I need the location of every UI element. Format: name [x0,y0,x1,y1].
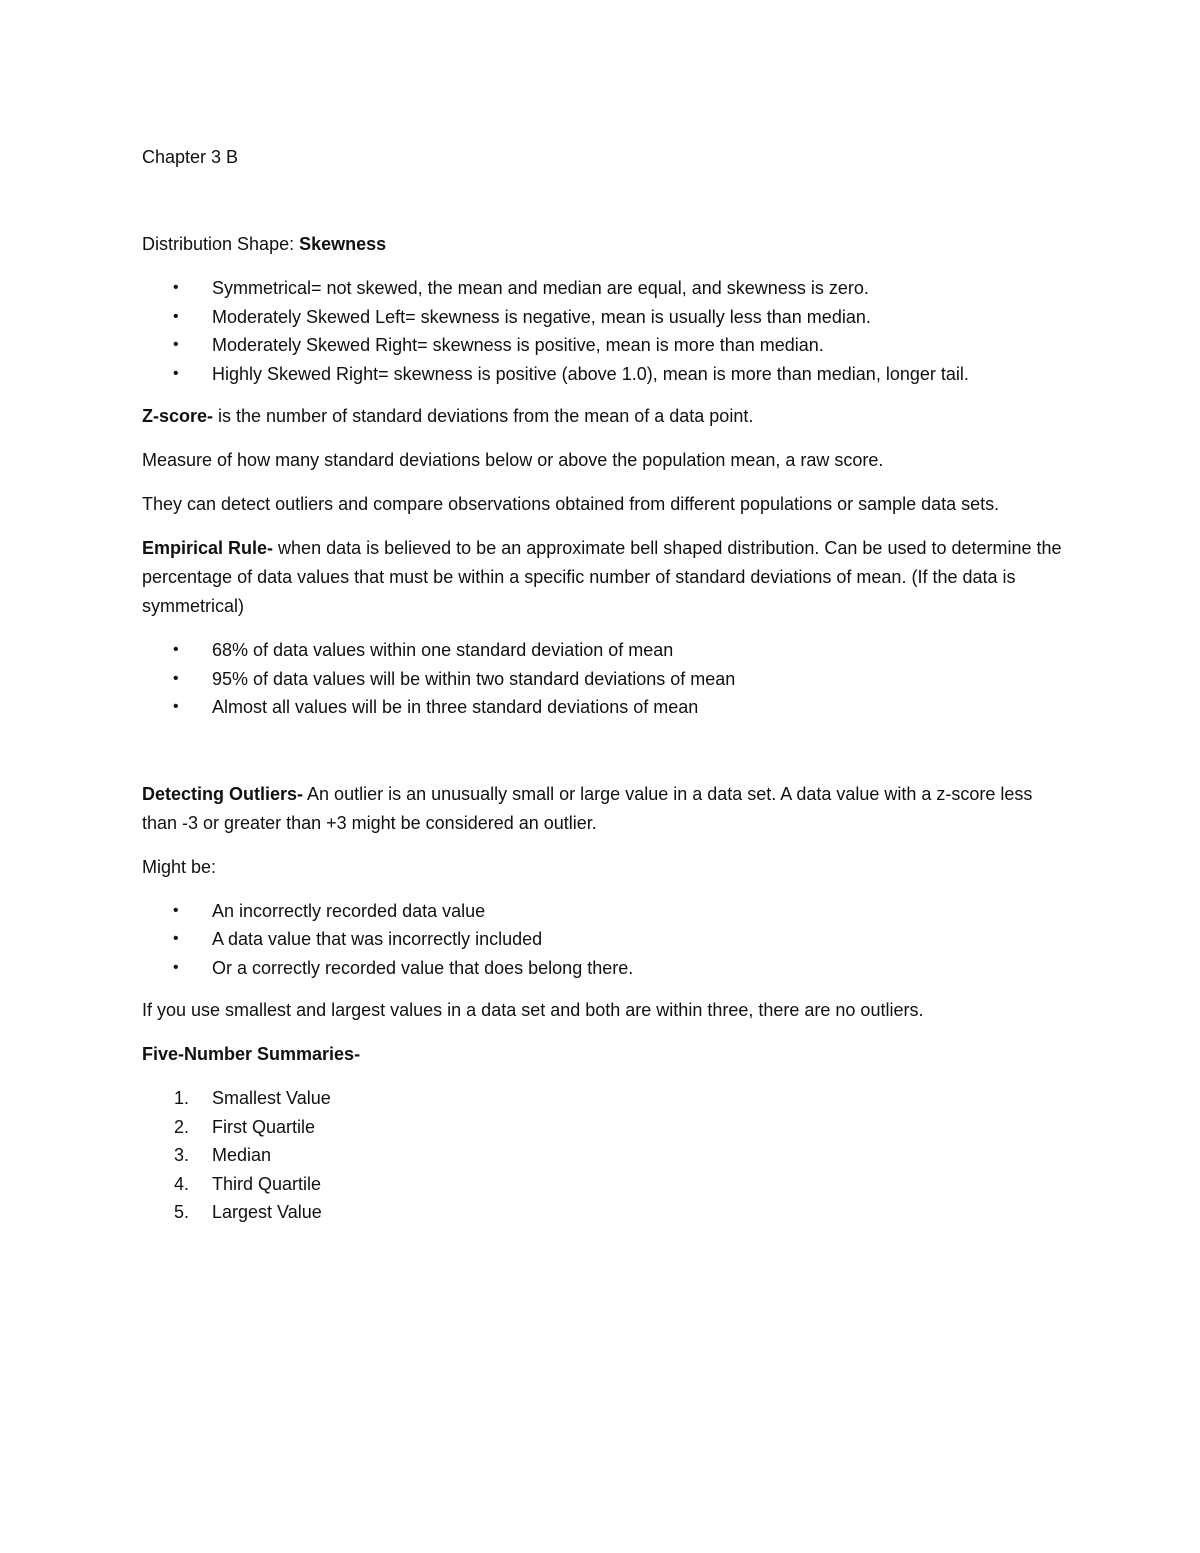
bullet-icon: • [173,930,179,947]
list-number: 1. [174,1088,190,1108]
list-item-text: Moderately Skewed Right= skewness is positive, mean is more than median. [212,335,824,355]
zscore-paragraph [142,402,1072,431]
five-number-heading-text: Five-Number Summaries- [142,1044,361,1064]
list-item-text: Third Quartile [212,1173,322,1194]
list-number: 5. [174,1202,190,1222]
skewness-heading [142,230,1072,259]
list-item-text: First Quartile [212,1116,316,1137]
outliers-definition: An outlier is an unusually small or large value in a data set. A data value with a z-score less than -3 or greater than +3 might be considered an outlier. [142,783,1033,833]
empirical-rule-definition: when data is believed to be an approximate bell shaped distribution. Can be used to determine the percentage of data values that must be within a specific number of standard deviations of mean. (If the data is symmetrical) [142,538,1062,616]
list-item [142,1170,1072,1199]
list-item [142,1141,1072,1170]
empirical-rule-term: Empirical Rule- [142,538,274,558]
list-item-text: Highly Skewed Right= skewness is positive (above 1.0), mean is more than median, longer tail. [212,363,969,384]
outliers-paragraph [142,780,1072,838]
list-number: 4. [174,1173,190,1194]
list-item [142,274,1072,303]
list-item-text: Almost all values will be in three standard deviations of mean [212,697,699,717]
list-item [142,954,1072,983]
bullet-icon: • [173,641,179,658]
chapter-title: Chapter 3 B [142,147,239,167]
bullet-icon: • [173,901,179,919]
bullet-icon: • [173,279,179,296]
five-number-heading [142,1040,1072,1069]
spacer [142,736,1072,780]
list-item [142,897,1072,926]
list-item-text: 95% of data values will be within two standard deviations of mean [212,668,736,689]
list-item-text: Smallest Value [212,1088,331,1108]
bullet-icon: • [173,669,179,687]
list-item [142,1113,1072,1142]
list-item-text: Or a correctly recorded value that does belong there. [212,957,634,978]
might-be-label: Might be: [142,856,217,877]
bullet-icon: • [173,698,179,715]
zscore-term: Z-score- [142,406,214,426]
list-item [142,636,1072,665]
detect-paragraph: They can detect outliers and compare observations obtained from different populations or sample data sets. [142,494,1000,514]
list-item-text: 68% of data values within one standard deviation of mean [212,640,674,660]
bullet-icon: • [173,307,179,325]
skewness-heading-bold: Skewness [299,234,387,254]
zscore-definition: is the number of standard deviations from the mean of a data point. [213,406,754,426]
list-item [142,925,1072,954]
bullet-icon: • [173,364,179,382]
skewness-heading-prefix: Distribution Shape: [142,234,300,254]
list-item-text: A data value that was incorrectly included [212,929,543,949]
list-number: 2. [174,1116,190,1137]
empirical-rule-paragraph [142,534,1072,621]
list-item [142,1084,1072,1113]
list-number: 3. [174,1145,190,1165]
list-item-text: Symmetrical= not skewed, the mean and median are equal, and skewness is zero. [212,278,869,298]
document-body [142,143,1072,1227]
five-number-list [142,1084,1072,1227]
list-item [142,303,1072,332]
empirical-list [142,636,1072,722]
outliers-term: Detecting Outliers- [142,783,304,804]
smallest-largest-paragraph: If you use smallest and largest values in a data set and both are within three, there are no outliers. [142,1000,924,1020]
list-item-text: Median [212,1145,272,1165]
list-item [142,693,1072,722]
bullet-icon: • [173,336,179,353]
list-item [142,665,1072,694]
list-item-text: An incorrectly recorded data value [212,900,486,921]
measure-paragraph: Measure of how many standard deviations below or above the population mean, a raw score. [142,450,884,470]
list-item [142,1198,1072,1227]
list-item [142,360,1072,389]
might-be-list [142,897,1072,983]
bullet-icon: • [173,958,179,976]
list-item-text: Moderately Skewed Left= skewness is negative, mean is usually less than median. [212,306,871,327]
list-item [142,331,1072,360]
skewness-list [142,274,1072,388]
list-item-text: Largest Value [212,1202,322,1222]
